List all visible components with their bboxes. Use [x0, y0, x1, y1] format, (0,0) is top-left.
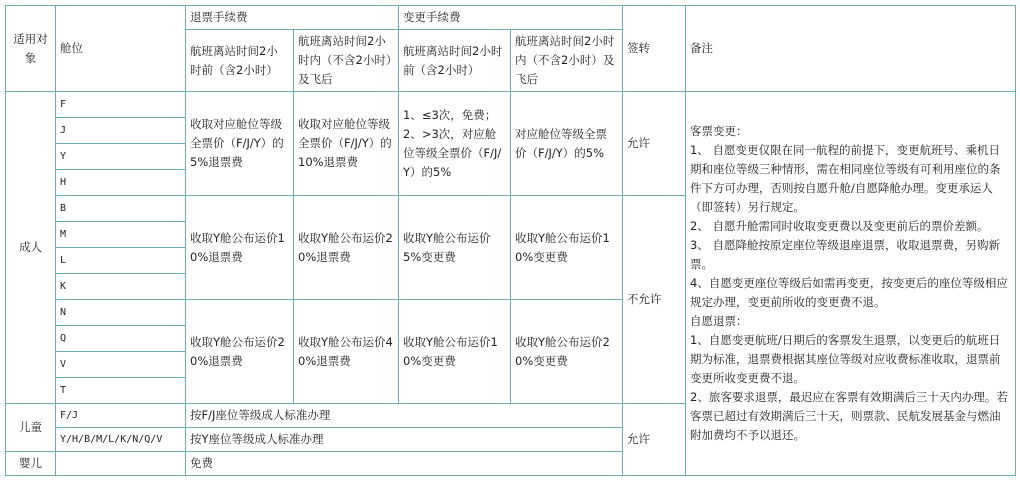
fee-rules-table	[5, 5, 1016, 476]
header-refund-within-2h: 航班离站时间2小时内（不含2小时）及飞后	[294, 30, 399, 92]
adult-g1-change-before: 1、≤3次，免费；2、>3次，对应舱位等级全票价（F/J/Y）的5%	[399, 92, 511, 196]
infant-cabin	[56, 452, 186, 476]
remarks-line: 3、 自愿降舱按原定座位等级退座退票，收取退票费，另购新票。	[690, 238, 1000, 271]
adult-g3-change-before: 收取Y舱公布运价10%变更费	[399, 300, 511, 404]
adult-g2-refund-before: 收取Y舱公布运价10%退票费	[186, 196, 294, 300]
cabin-j: J	[56, 118, 186, 144]
remarks-line: 4、自愿变更座位等级后如需再变更，按变更后的座位等级相应规定办理，变更前所收的变更费不退。	[690, 276, 1008, 309]
cabin-n: N	[56, 300, 186, 326]
infant-label: 婴儿	[6, 452, 56, 476]
cabin-b: B	[56, 196, 186, 222]
adult-g1-endorse: 允许	[623, 92, 686, 196]
adult-g3-refund-before: 收取Y舱公布运价20%退票费	[186, 300, 294, 404]
cabin-l: L	[56, 248, 186, 274]
remarks-line: 1、自愿变更航班/日期后的客票发生退票，以变更后的航班日期为标准，退票费根据其座位等级对应收费标准收取，退票前变更所收变更费不退。	[690, 333, 1001, 385]
adult-not-allowed-endorse: 不允许	[623, 196, 686, 404]
cabin-t: T	[56, 378, 186, 404]
cabin-m: M	[56, 222, 186, 248]
adult-label: 成人	[6, 92, 56, 404]
cabin-k: K	[56, 274, 186, 300]
header-change-fee: 变更手续费	[399, 6, 623, 30]
adult-g1-change-after: 对应舱位等级全票价（F/J/Y）的5%	[511, 92, 623, 196]
header-change-within-2h: 航班离站时间2小时内（不含2小时）及飞后	[511, 30, 623, 92]
adult-g2-change-before: 收取Y舱公布运价5%变更费	[399, 196, 511, 300]
remarks-line: 客票变更：	[690, 124, 748, 138]
remarks-line: 2、 自愿升舱需同时收取变更费以及变更前后的票价差额。	[690, 219, 989, 233]
cabin-y: Y	[56, 144, 186, 170]
remarks-cell	[686, 92, 1016, 476]
cabin-q: Q	[56, 326, 186, 352]
child-label: 儿童	[6, 404, 56, 452]
cabin-v: V	[56, 352, 186, 378]
remarks-line: 1、 自愿变更仅限在同一航程的前提下，变更航班号、乘机日期和座位等级三种情形，需在相同座位等级有可利用座位的条件下方可办理，否则按自愿升舱/自愿降舱办理。变更承运人（即签转）另行规定。	[690, 143, 1001, 214]
remarks-line: 自愿退票：	[690, 314, 748, 328]
child-cabin-y: Y/H/B/M/L/K/N/Q/V	[56, 428, 186, 452]
cabin-h: H	[56, 170, 186, 196]
header-remarks: 备注	[686, 6, 1016, 92]
adult-g2-refund-after: 收取Y舱公布运价20%退票费	[294, 196, 399, 300]
adult-g3-change-after: 收取Y舱公布运价20%变更费	[511, 300, 623, 404]
adult-g2-change-after: 收取Y舱公布运价10%变更费	[511, 196, 623, 300]
header-change-before-2h: 航班离站时间2小时前（含2小时）	[399, 30, 511, 92]
infant-rule: 免费	[186, 452, 623, 476]
child-rule-fj: 按F/J座位等级成人标准办理	[186, 404, 623, 428]
child-infant-endorse: 允许	[623, 404, 686, 476]
cabin-f: F	[56, 92, 186, 118]
header-cabin: 舱位	[56, 6, 186, 92]
header-applicable: 适用对象	[6, 6, 56, 92]
header-refund-before-2h: 航班离站时间2小时前（含2小时）	[186, 30, 294, 92]
header-refund-fee: 退票手续费	[186, 6, 399, 30]
adult-g1-refund-after: 收取对应舱位等级全票价（F/J/Y）的10%退票费	[294, 92, 399, 196]
adult-g1-refund-before: 收取对应舱位等级全票价（F/J/Y）的5%退票费	[186, 92, 294, 196]
adult-g3-refund-after: 收取Y舱公布运价40%退票费	[294, 300, 399, 404]
remarks-line: 2、旅客要求退票，最迟应在客票有效期满后三十天内办理。若客票已超过有效期满后三十天，则票款、民航发展基金与燃油附加费均不予以退还。	[690, 390, 1008, 442]
header-endorse: 签转	[623, 6, 686, 92]
child-rule-y: 按Y座位等级成人标准办理	[186, 428, 623, 452]
child-cabin-fj: F/J	[56, 404, 186, 428]
